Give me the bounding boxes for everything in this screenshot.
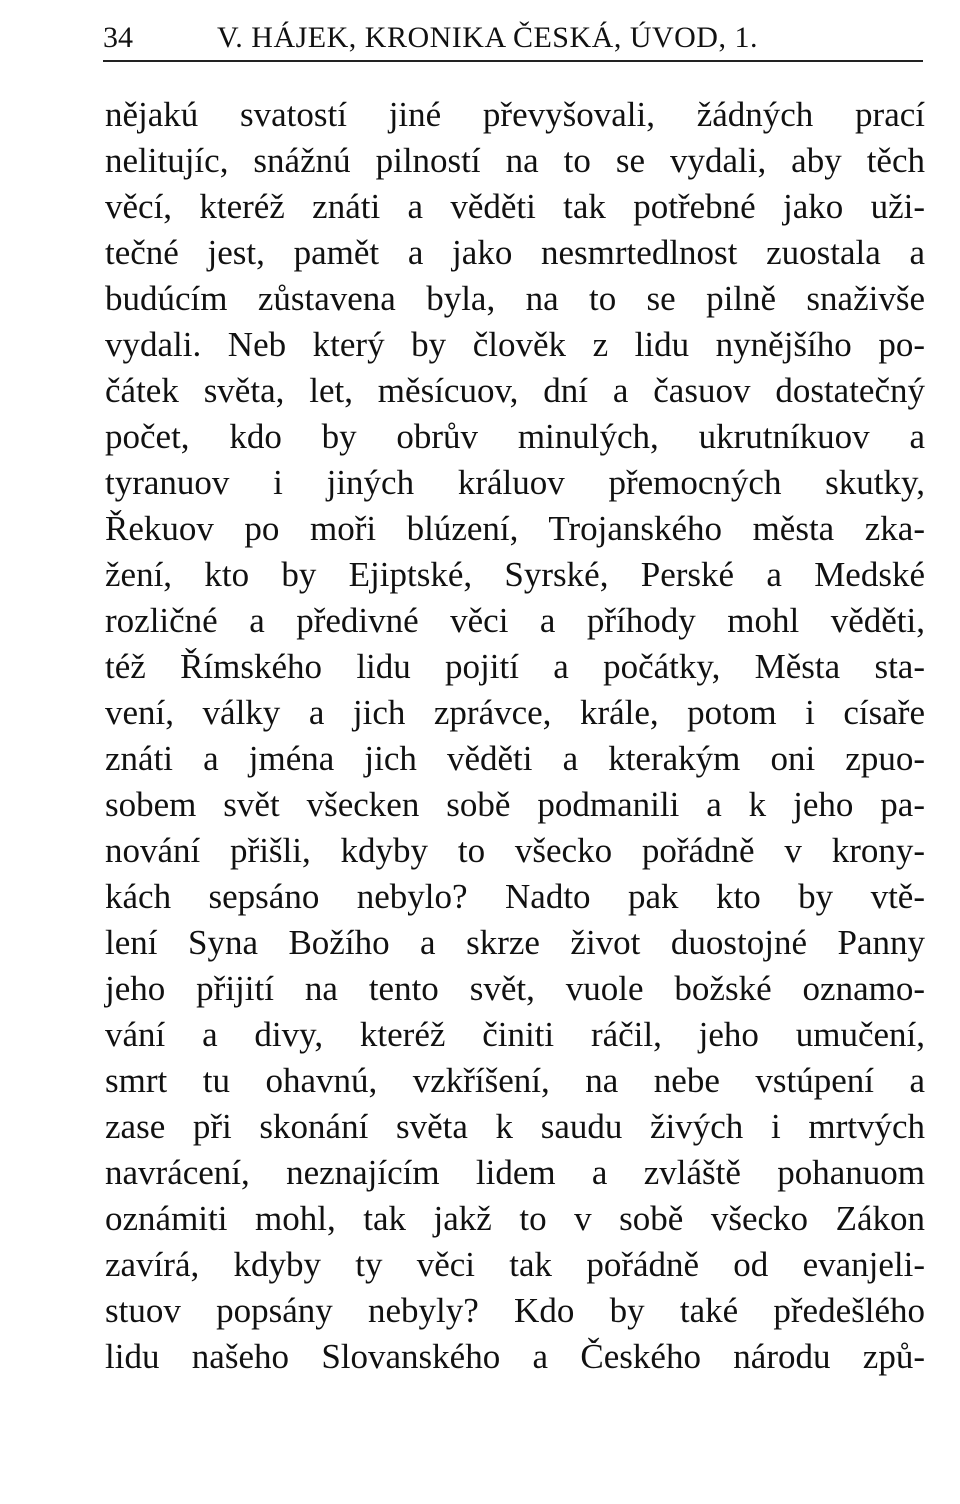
text-line: navrácení, neznajícím lidem a zvláště pohanuom bbox=[105, 1153, 925, 1192]
text-line: počet, kdo by obrův minulých, ukrutníkuov a bbox=[105, 417, 925, 456]
text-line: vání a divy, kteréž činiti ráčil, jeho umučení, bbox=[105, 1015, 925, 1054]
text-line: sobem svět všecken sobě podmanili a k jeho pa- bbox=[105, 785, 925, 824]
text-line: věcí, kteréž znáti a věděti tak potřebné jako uži- bbox=[105, 187, 925, 226]
text-line: stuov popsány nebyly? Kdo by také předešlého bbox=[105, 1291, 925, 1330]
text-line: tečné jest, pamět a jako nesmrtedlnost zuostala a bbox=[105, 233, 925, 272]
page-number: 34 bbox=[103, 21, 133, 54]
text-line: též Římského lidu pojití a počátky, Města sta- bbox=[105, 647, 925, 686]
text-line: lidu našeho Slovanského a Českého národu způ- bbox=[105, 1337, 925, 1376]
text-line: nelitujíc, snážnú pilností na to se vydali, aby těch bbox=[105, 141, 925, 180]
text-line: vydali. Neb který by člověk z lidu nynějšího po- bbox=[105, 325, 925, 364]
text-line: čátek světa, let, měsícuov, dní a časuov dostatečný bbox=[105, 371, 925, 410]
running-head bbox=[103, 14, 923, 62]
text-line: tyranuov i jiných králuov přemocných skutky, bbox=[105, 463, 925, 502]
text-line: nování přišli, kdyby to všecko pořádně v krony- bbox=[105, 831, 925, 870]
text-line: lení Syna Božího a skrze život duostojné Panny bbox=[105, 923, 925, 962]
text-line: nějakú svatostí jiné převyšovali, žádných prací bbox=[105, 95, 925, 134]
text-line: kách sepsáno nebylo? Nadto pak kto by vtě- bbox=[105, 877, 925, 916]
text-line: budúcím zůstavena byla, na to se pilně snaživše bbox=[105, 279, 925, 318]
body-text bbox=[105, 92, 925, 1380]
text-line: smrt tu ohavnú, vzkříšení, na nebe vstúpení a bbox=[105, 1061, 925, 1100]
running-title: V. HÁJEK, KRONIKA ČESKÁ, ÚVOD, 1. bbox=[217, 21, 758, 54]
text-line: Řekuov po moři blúzení, Trojanského města zka- bbox=[105, 509, 925, 548]
text-line: zase při skonání světa k saudu živých i mrtvých bbox=[105, 1107, 925, 1146]
text-line: znáti a jména jich věděti a kterakým oni zpuo- bbox=[105, 739, 925, 778]
text-line: jeho přijití na tento svět, vuole božské oznamo- bbox=[105, 969, 925, 1008]
text-line: žení, kto by Ejiptské, Syrské, Perské a Medské bbox=[105, 555, 925, 594]
text-line: rozličné a předivné věci a příhody mohl věděti, bbox=[105, 601, 925, 640]
text-line: zavírá, kdyby ty věci tak pořádně od evanjeli- bbox=[105, 1245, 925, 1284]
text-line: oznámiti mohl, tak jakž to v sobě všecko Zákon bbox=[105, 1199, 925, 1238]
text-line: vení, války a jich zprávce, krále, potom i císaře bbox=[105, 693, 925, 732]
